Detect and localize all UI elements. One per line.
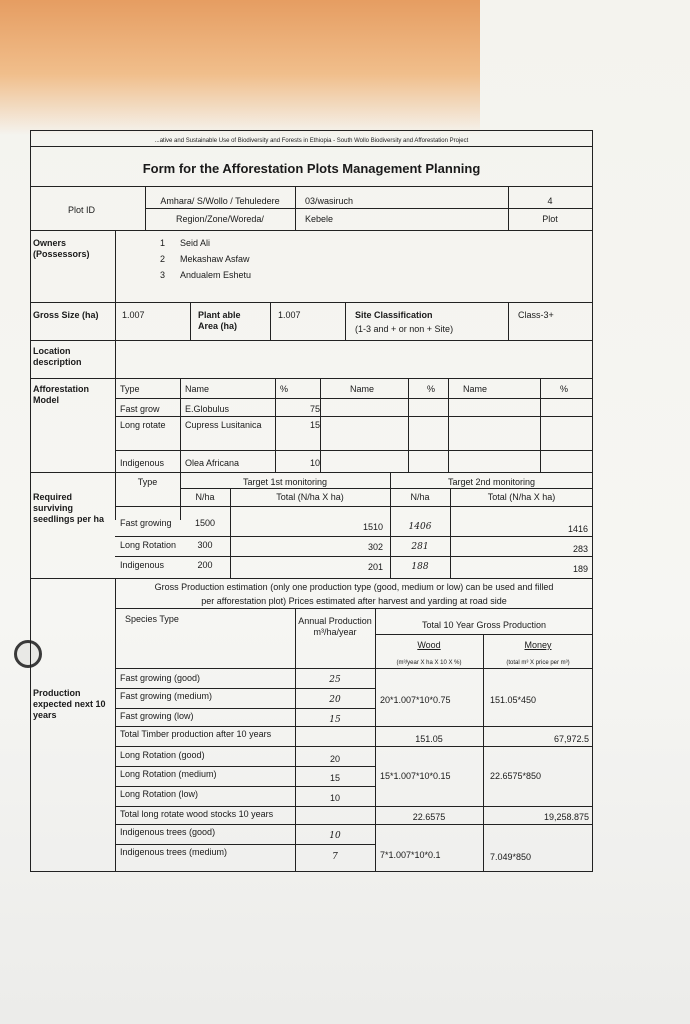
- owner-name: Seid Ali: [180, 238, 211, 248]
- production-wood: 15*1.007*10*0.15: [380, 771, 451, 781]
- production-note1: Gross Production estimation (only one production type (good, medium or low) can be used and filled: [154, 582, 554, 592]
- seedling-nha2: 281: [411, 542, 429, 552]
- seedling-type: Fast growing: [120, 518, 172, 528]
- production-label: Production expected next 10 years: [33, 688, 106, 720]
- production-type: Indigenous trees (medium): [120, 847, 228, 857]
- owner-name: Andualem Eshetu: [180, 270, 252, 280]
- model-species: Cupress Lusitanica: [185, 420, 262, 430]
- production-money: 19,258.875: [543, 812, 589, 822]
- seedling-total2: 189: [572, 564, 588, 574]
- model-pct: 10: [310, 458, 321, 468]
- production-type: Long Rotation (low): [120, 789, 199, 799]
- production-type: Long Rotation (medium): [120, 769, 217, 779]
- seedling-nha2: 1406: [408, 522, 432, 532]
- model-col-pct2: %: [427, 384, 436, 394]
- production-subtotal: Total long rotate wood stocks 10 years: [120, 809, 274, 819]
- col-total2: Total (N/ha X ha): [487, 492, 556, 502]
- model-col-type: Type: [120, 384, 140, 394]
- kebele-label: Kebele: [305, 214, 334, 224]
- plot-number: 4: [547, 196, 553, 206]
- owner-no: 2: [160, 254, 166, 264]
- production-subtotal: Total Timber production after 10 years: [120, 729, 272, 739]
- planning-form: [30, 130, 593, 872]
- region-value: Amhara/ S/Wollo / Tehuledere: [160, 196, 280, 206]
- model-type: Fast grow: [120, 404, 160, 414]
- col-total: Total (N/ha X ha): [276, 492, 344, 502]
- wood-formula: (m³/year X ha X 10 X %): [396, 660, 462, 666]
- model-pct: 75: [310, 404, 321, 414]
- model-species: Olea Africana: [185, 458, 240, 468]
- model-type: Long rotate: [120, 420, 166, 430]
- site-class-sub: (1-3 and + or non + Site): [355, 324, 454, 334]
- project-title: ...ative and Sustainable Use of Biodiversity and Forests in Ethiopia - South Wollo Biodiversity and Afforestation Project: [154, 138, 469, 144]
- money-header: Money: [524, 640, 552, 650]
- seedling-total1: 201: [367, 562, 383, 572]
- production-note2: per afforestation plot) Prices estimated after harvest and yarding at road side: [201, 596, 507, 606]
- production-money: 7.049*850: [490, 852, 532, 862]
- seedling-total1: 302: [367, 542, 383, 552]
- production-money: 22.6575*850: [490, 771, 542, 781]
- model-col-pct: %: [280, 384, 289, 394]
- production-type: Indigenous trees (good): [120, 827, 216, 837]
- production-annual: 20: [329, 754, 340, 764]
- model-pct: 15: [310, 420, 321, 430]
- production-type: Fast growing (medium): [120, 691, 213, 701]
- plot-id-label: Plot ID: [68, 205, 96, 215]
- model-col-pct3: %: [560, 384, 569, 394]
- production-money: 67,972.5: [553, 734, 589, 744]
- model-type: Indigenous: [120, 458, 165, 468]
- seedling-total1: 1510: [362, 522, 383, 532]
- plot-label: Plot: [542, 214, 558, 224]
- owner-name: Mekashaw Asfaw: [180, 254, 250, 264]
- production-money: 151.05*450: [490, 695, 537, 705]
- production-annual: 10: [329, 831, 341, 841]
- production-wood: 151.05: [415, 734, 443, 744]
- region-label: Region/Zone/Woreda/: [176, 214, 264, 224]
- production-annual: 25: [329, 675, 341, 685]
- model-species: E.Globulus: [185, 404, 230, 414]
- production-wood: 22.6575: [412, 812, 446, 822]
- total-production-header: Total 10 Year Gross Production: [421, 620, 547, 630]
- production-type: Fast growing (good): [120, 673, 201, 683]
- seedling-nha2: 188: [411, 562, 429, 572]
- production-annual: 20: [329, 695, 341, 705]
- target1-header: Target 1st monitoring: [242, 477, 328, 487]
- seedling-total2: 1416: [567, 524, 588, 534]
- model-col-name2: Name: [350, 384, 375, 394]
- gross-size-value: 1.007: [122, 310, 145, 320]
- col-nha2: N/ha: [410, 492, 430, 502]
- model-label: Afforestation Model: [33, 384, 89, 405]
- model-col-name: Name: [185, 384, 210, 394]
- production-annual: 10: [329, 793, 340, 803]
- plantable-area-label: Plant able Area (ha): [198, 310, 241, 331]
- production-wood: 20*1.007*10*0.75: [380, 695, 451, 705]
- wood-header: Wood: [417, 640, 441, 650]
- target2-header: Target 2nd monitoring: [447, 477, 536, 487]
- seedlings-label: Required surviving seedlings per ha: [33, 492, 105, 524]
- owners-label: Owners (Possessors): [33, 238, 90, 259]
- owner-no: 1: [160, 238, 166, 248]
- owner-no: 3: [160, 270, 166, 280]
- production-annual: 15: [329, 773, 340, 783]
- gross-size-label: Gross Size (ha): [33, 310, 99, 320]
- kebele-value: 03/wasiruch: [305, 196, 354, 206]
- tape-strip: [0, 0, 480, 135]
- plantable-area-value: 1.007: [278, 310, 301, 320]
- location-label: Location description: [33, 346, 82, 367]
- production-annual: 7: [332, 852, 338, 862]
- site-class-value: Class-3+: [518, 310, 554, 320]
- site-class-label: Site Classification: [355, 310, 433, 320]
- seedling-nha1: 1500: [194, 518, 216, 528]
- production-annual: 15: [329, 715, 341, 725]
- species-type-header: Species Type: [125, 614, 179, 624]
- money-formula: (total m³ X price per m³): [506, 660, 570, 666]
- seedling-nha1: 200: [197, 560, 213, 570]
- production-type: Fast growing (low): [120, 711, 194, 721]
- annual-production-header: Annual Production m³/ha/year: [298, 616, 372, 637]
- production-wood: 7*1.007*10*0.1: [380, 850, 441, 860]
- form-title: Form for the Afforestation Plots Management Planning: [142, 161, 481, 176]
- production-type: Long Rotation (good): [120, 750, 205, 760]
- seedling-type: Long Rotation: [120, 540, 177, 550]
- col-nha: N/ha: [195, 492, 215, 502]
- seedlings-col-type: Type: [137, 477, 158, 487]
- seedling-nha1: 300: [197, 540, 213, 550]
- seedling-total2: 283: [572, 544, 588, 554]
- seedling-type: Indigenous: [120, 560, 165, 570]
- model-col-name3: Name: [463, 384, 488, 394]
